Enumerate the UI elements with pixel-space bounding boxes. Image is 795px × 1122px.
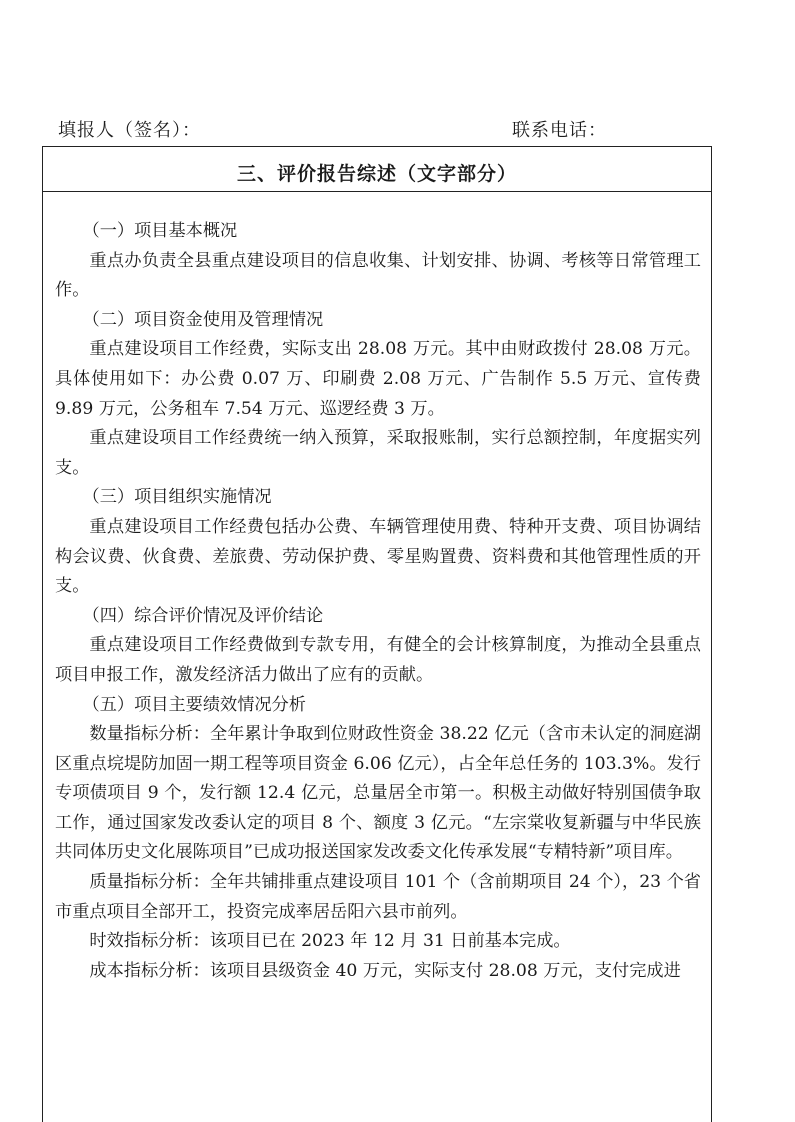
filler-signature-label: 填报人（签名）： bbox=[58, 120, 201, 141]
section-title: 三、评价报告综述（文字部分） bbox=[236, 163, 517, 185]
body-paragraph: 时效指标分析：该项目已在 2023 年 12 月 31 日前基本完成。 bbox=[89, 931, 571, 952]
report-body bbox=[55, 217, 701, 986]
body-paragraph: 质量指标分析：全年共铺排重点建设项目 101 个（含前期项目 24 个），23 个省市重点项目全部开工，投资完成率居岳阳六县市前列。 bbox=[55, 872, 701, 922]
body-paragraph: 重点办负责全县重点建设项目的信息收集、计划安排、协调、考核等日常管理工作。 bbox=[55, 250, 701, 301]
body-paragraph: 重点建设项目工作经费，实际支出 28.08 万元。其中由财政拨付 28.08 万元。具体使用如下：办公费 0.07 万、印刷费 2.08 万元、广告制作 5.5 万元、宣传费 9.89 万元，公务租车 7.54 万元、巡逻经费 3 万。 bbox=[55, 339, 701, 419]
section-heading: （一）项目基本概况 bbox=[82, 221, 238, 241]
body-paragraph: 重点建设项目工作经费包括办公费、车辆管理使用费、特种开支费、项目协调结构会议费、伙食费、差旅费、劳动保护费、零星购置费、资料费和其他管理性质的开支。 bbox=[55, 516, 701, 597]
report-summary-box bbox=[42, 146, 712, 1122]
body-paragraph: 重点建设项目工作经费统一纳入预算，采取报账制，实行总额控制，年度据实列支。 bbox=[55, 428, 701, 478]
body-paragraph: 成本指标分析：该项目县级资金 40 万元，实际支付 28.08 万元，支付完成进 bbox=[89, 960, 681, 981]
body-paragraph: 重点建设项目工作经费做到专款专用，有健全的会计核算制度，为推动全县重点项目申报工作，激发经济活力做出了应有的贡献。 bbox=[55, 635, 701, 685]
contact-phone-label: 联系电话： bbox=[512, 120, 607, 141]
section-heading: （五）项目主要绩效情况分析 bbox=[82, 694, 306, 715]
section-heading: （四）综合评价情况及评价结论 bbox=[82, 605, 324, 626]
section-heading: （三）项目组织实施情况 bbox=[82, 487, 272, 508]
title-divider bbox=[43, 191, 711, 192]
section-heading: （二）项目资金使用及管理情况 bbox=[82, 309, 324, 330]
body-paragraph: 数量指标分析：全年累计争取到位财政性资金 38.22 亿元（含市未认定的洞庭湖区重点垸堤防加固一期工程等项目资金 6.06 亿元），占全年总任务的 103.3%。发行专项债项目 9 个，发行额 12.4 亿元，总量居全市第一。积极主动做好特别国债争取工作，通过国家发改委认定的项目 8 个、额度 3 亿元。“左宗棠收复新疆与中华民族共同体历史文化展陈项目”已成功报送国家发改委文化传承发展“专精特新”项目库。 bbox=[55, 724, 701, 863]
